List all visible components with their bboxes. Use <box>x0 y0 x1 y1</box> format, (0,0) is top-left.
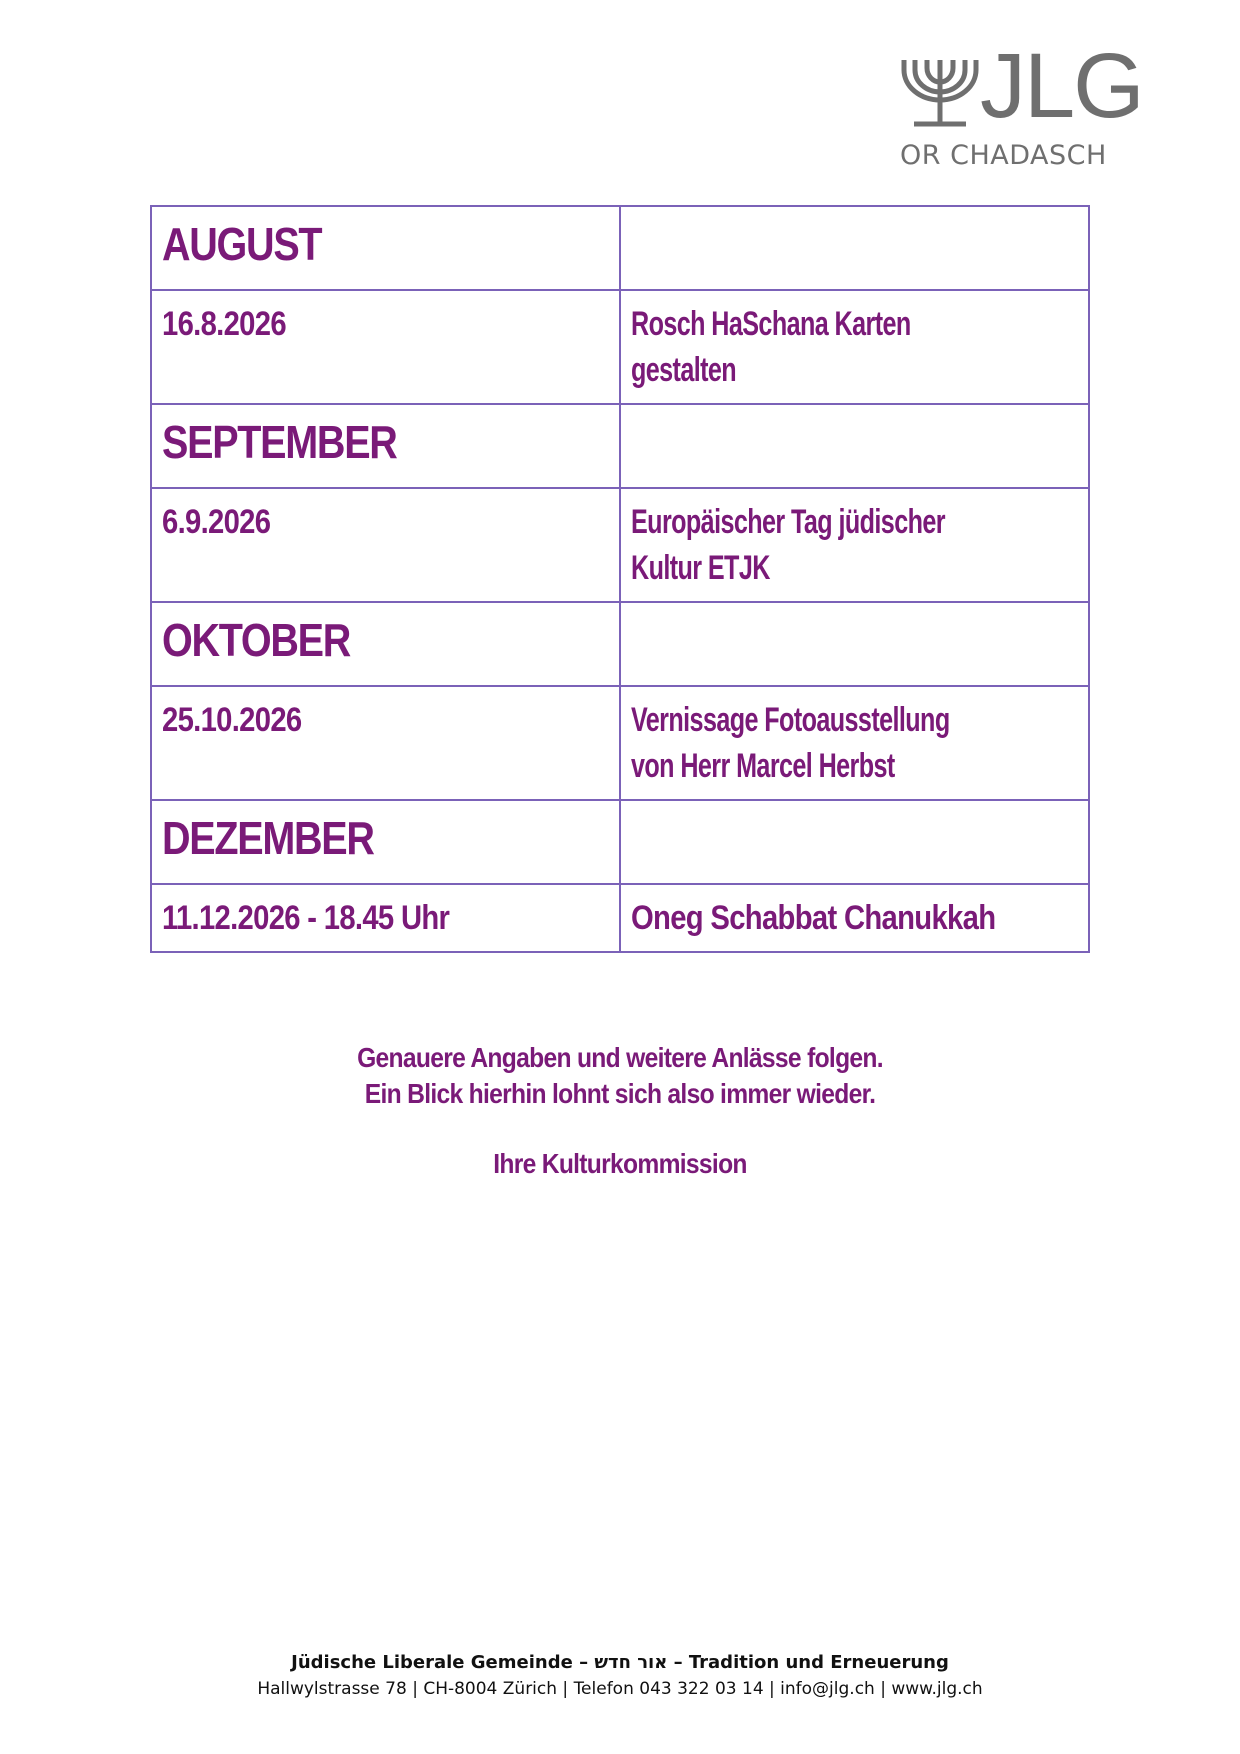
event-date: 11.12.2026 - 18.45 Uhr <box>162 899 450 937</box>
logo-letters: JLG <box>980 35 1143 137</box>
event-date: 6.9.2026 <box>162 503 271 541</box>
event-cell <box>620 884 1089 952</box>
month-row <box>151 602 1089 686</box>
logo-subtitle: OR CHADASCH <box>900 140 1107 171</box>
footer-contact: Hallwylstrasse 78 | CH-8004 Zürich | Telefon 043 322 03 14 | info@jlg.ch | www.jlg.ch <box>257 1679 983 1699</box>
month-cell <box>151 602 620 686</box>
event-row <box>151 686 1089 800</box>
month-label: SEPTEMBER <box>162 416 397 468</box>
event-date: 25.10.2026 <box>162 701 302 739</box>
date-cell <box>151 488 620 602</box>
month-cell <box>151 206 620 290</box>
empty-cell <box>620 602 1089 686</box>
month-row <box>151 206 1089 290</box>
event-schedule-table <box>150 205 1090 953</box>
event-title-line: gestalten <box>631 351 737 389</box>
event-title <box>631 697 1001 789</box>
note-line: Ein Blick hierhin lohnt sich also immer wieder. <box>364 1078 876 1109</box>
jlg-logo <box>900 35 1143 174</box>
event-date: 16.8.2026 <box>162 305 286 343</box>
event-title <box>631 499 996 591</box>
event-row <box>151 290 1089 404</box>
event-title-line: Europäischer Tag jüdischer <box>631 503 945 541</box>
month-cell <box>151 404 620 488</box>
note-line: Genauere Angaben und weitere Anlässe folgen. <box>357 1042 883 1073</box>
month-label: OKTOBER <box>162 614 351 666</box>
event-cell <box>620 686 1089 800</box>
event-title-line: Vernissage Fotoausstellung <box>631 701 950 739</box>
event-cell <box>620 290 1089 404</box>
month-row <box>151 800 1089 884</box>
empty-cell <box>620 800 1089 884</box>
month-row <box>151 404 1089 488</box>
event-cell <box>620 488 1089 602</box>
event-title <box>631 301 956 393</box>
event-title-line: von Herr Marcel Herbst <box>631 747 895 785</box>
event-row <box>151 884 1089 952</box>
signature: Ihre Kulturkommission <box>493 1148 747 1179</box>
event-title: Oneg Schabbat Chanukkah <box>631 899 996 937</box>
empty-cell <box>620 206 1089 290</box>
date-cell <box>151 686 620 800</box>
month-label: AUGUST <box>162 218 322 270</box>
event-row <box>151 488 1089 602</box>
month-cell <box>151 800 620 884</box>
month-label: DEZEMBER <box>162 812 374 864</box>
closing-notes <box>0 1040 1240 1182</box>
event-title-line: Kultur ETJK <box>631 549 770 587</box>
empty-cell <box>620 404 1089 488</box>
footer-title: Jüdische Liberale Gemeinde – אור חדש – Tradition und Erneuerung <box>291 1652 949 1673</box>
page-footer <box>0 1650 1240 1702</box>
event-title-line: Rosch HaSchana Karten <box>631 305 911 343</box>
menorah-icon <box>900 58 980 130</box>
date-cell <box>151 884 620 952</box>
date-cell <box>151 290 620 404</box>
